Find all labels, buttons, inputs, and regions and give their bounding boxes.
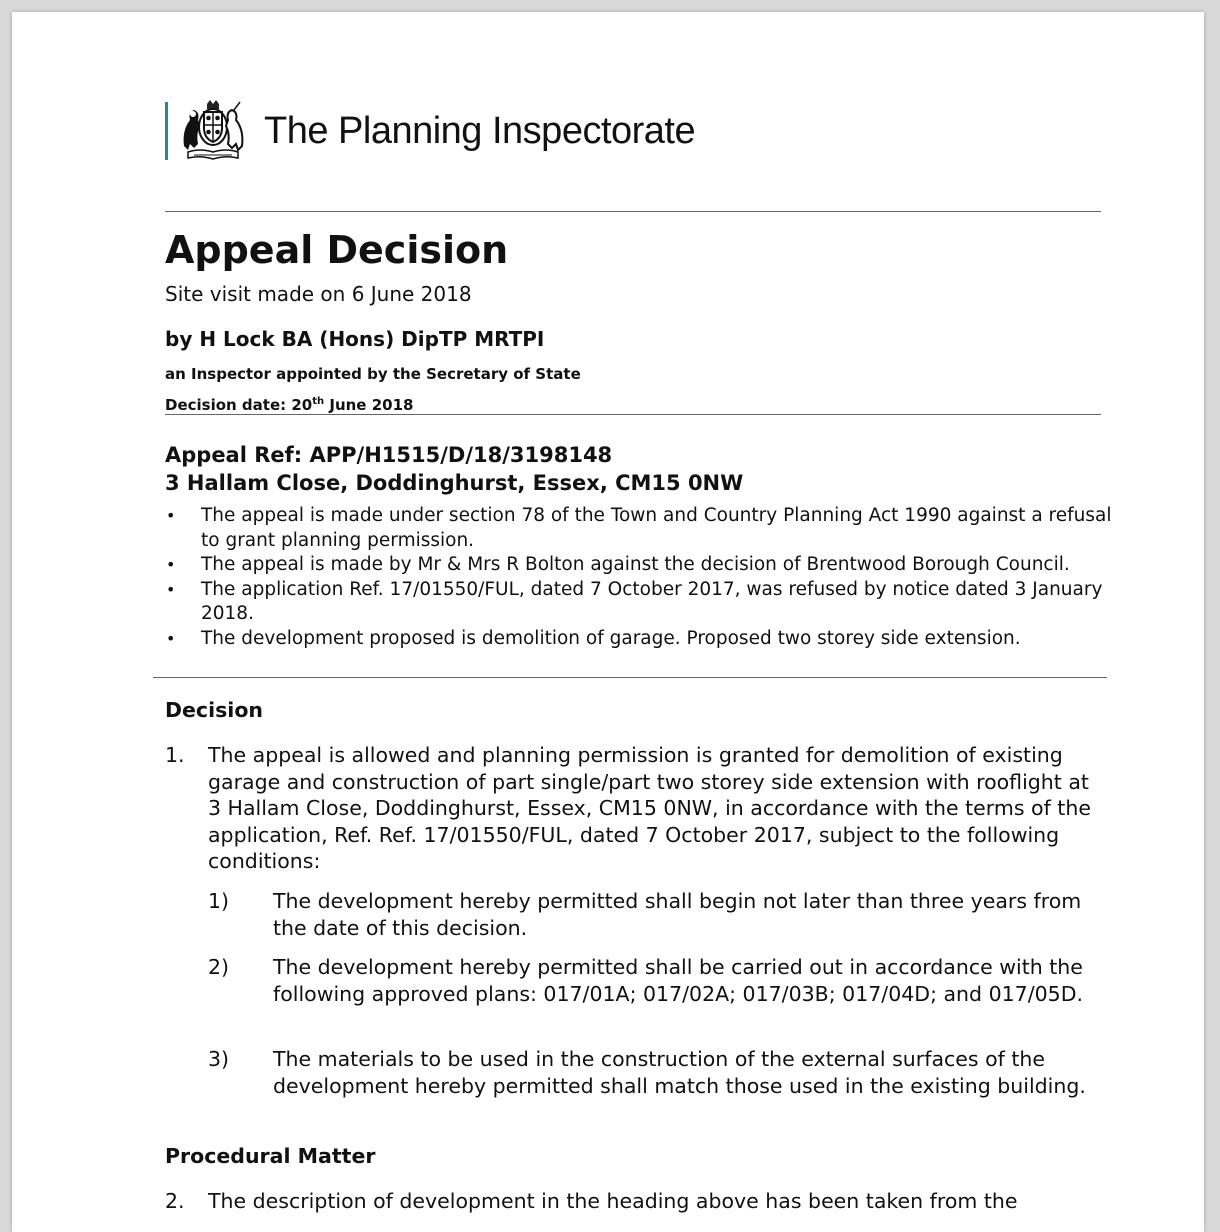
appeal-summary-list bbox=[165, 504, 1115, 651]
decision-date-prefix: Decision date: 20 bbox=[165, 396, 313, 414]
condition-number: 2) bbox=[208, 955, 230, 979]
procedural-heading: Procedural Matter bbox=[165, 1144, 376, 1168]
decision-date bbox=[165, 396, 413, 414]
condition-number: 3) bbox=[208, 1047, 230, 1071]
paragraph-text: The appeal is allowed and planning permission is granted for demolition of existing garage and construction of part single/part two storey side extension with rooflight at 3 Hallam Close, Doddinghurst, Essex, CM15 0NW, in accordance with the terms of the application, Ref. Ref. 17/01550/FUL, dated 7 October 2017, subject to the following conditions: bbox=[208, 743, 1091, 874]
condition-2 bbox=[208, 954, 1098, 1007]
site-address: 3 Hallam Close, Doddinghurst, Essex, CM15 0NW bbox=[165, 471, 744, 495]
list-item: • The appeal is made by Mr & Mrs R Bolton against the decision of Brentwood Borough Council. bbox=[165, 553, 1115, 578]
list-item: • The application Ref. 17/01550/FUL, dated 7 October 2017, was refused by notice dated 3 January 2018. bbox=[165, 578, 1115, 627]
condition-text: The development hereby permitted shall begin not later than three years from the date of this decision. bbox=[273, 889, 1082, 940]
page-title: Appeal Decision bbox=[165, 228, 509, 272]
organisation-name: The Planning Inspectorate bbox=[264, 109, 696, 152]
decision-heading: Decision bbox=[165, 698, 264, 722]
document-page bbox=[12, 12, 1204, 1232]
condition-3 bbox=[208, 1046, 1098, 1099]
decision-date-rest: June 2018 bbox=[324, 396, 414, 414]
summary-divider bbox=[153, 677, 1107, 678]
inspector-name: by H Lock BA (Hons) DipTP MRTPI bbox=[165, 327, 545, 351]
header-divider bbox=[165, 211, 1101, 212]
paragraph-number: 2. bbox=[165, 1189, 185, 1213]
inspector-role: an Inspector appointed by the Secretary of State bbox=[165, 365, 581, 383]
date-divider bbox=[165, 414, 1101, 415]
condition-1 bbox=[208, 888, 1098, 941]
decision-paragraph bbox=[165, 742, 1095, 875]
paragraph-number: 1. bbox=[165, 743, 185, 767]
appeal-reference: Appeal Ref: APP/H1515/D/18/3198148 bbox=[165, 443, 613, 467]
condition-text: The materials to be used in the construction of the external surfaces of the development hereby permitted shall match those used in the existing building. bbox=[273, 1047, 1086, 1098]
planning-inspectorate-logo bbox=[165, 100, 695, 162]
procedural-paragraph bbox=[165, 1188, 1095, 1215]
logo-accent-bar bbox=[165, 102, 168, 160]
condition-number: 1) bbox=[208, 889, 230, 913]
list-item: • The development proposed is demolition of garage. Proposed two storey side extension. bbox=[165, 627, 1115, 652]
paragraph-text: The description of development in the heading above has been taken from the bbox=[208, 1189, 1018, 1213]
condition-text: The development hereby permitted shall be carried out in accordance with the following approved plans: 017/01A; 017/02A; 017/03B; 017/04D; and 017/05D. bbox=[273, 955, 1084, 1006]
list-item: • The appeal is made under section 78 of the Town and Country Planning Act 1990 against a refusal to grant planning permission. bbox=[165, 504, 1115, 553]
decision-date-suffix: th bbox=[312, 396, 325, 407]
site-visit-date: Site visit made on 6 June 2018 bbox=[165, 282, 472, 306]
royal-coat-of-arms-icon bbox=[180, 100, 246, 162]
